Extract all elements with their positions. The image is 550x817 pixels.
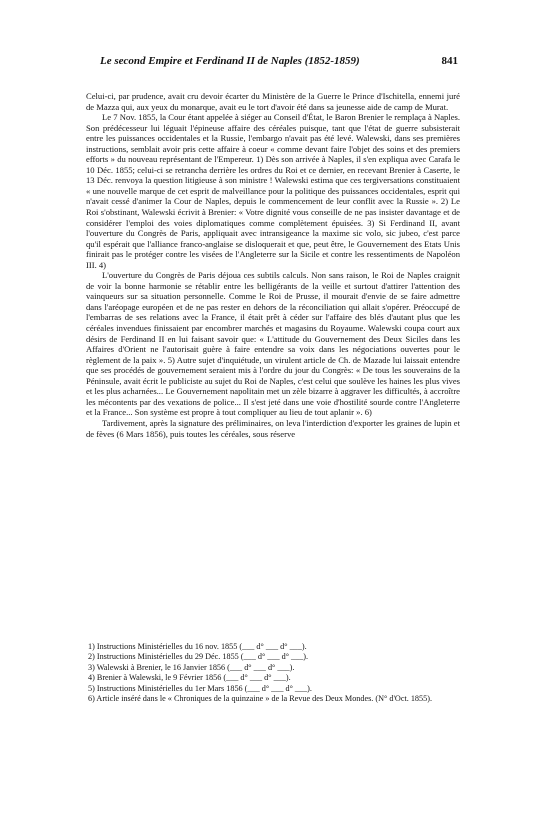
running-title: Le second Empire et Ferdinand II de Naples (1852-1859) (100, 55, 360, 67)
footnote: 3) Walewski à Brenier, le 16 Janvier 1856 (___ d° ___ d° ___). (88, 662, 295, 672)
paragraph: L'ouverture du Congrès de Paris déjoua ces subtils calculs. Non sans raison, le Roi de Naples craignit de voir la bonne harmonie se rétablir entre les belligérants de la veille et surtout d'attirer l'attention des vainqueurs sur sa situation personnelle. Comme le Roi de Prusse, il mourait d'envie de se faire admettre dans l'aréopage européen et de ne pas rester en dehors de la réconciliation qui allait s'opérer. Préoccupé de l'embarras de ses relations avec la France, il était prêt à céder sur l'affaire des blés d'autant plus que les céréales invendues finissaient par encombrer marchés et magasins du Royaume. Walewski coupa court aux désirs de Ferdinand II en lui faisant savoir que: « L'attitude du Gouvernement des Deux Siciles dans les Affaires d'Orient ne l'autorisait guère à faire entendre sa voix dans les négociations ouvertes pour le règlement de la paix ». 5) Autre sujet d'inquiétude, un virulent article de Ch. de Mazade lui laissait entendre que ses procédés de gouvernement seraient mis à l'ordre du jour du Congrès: « De tous les souverains de la Péninsule, avait écrit le publiciste au sujet du Roi de Naples, c'est celui que soulève les haines les plus vives et les plus acharnées... Le Gouvernement napolitain met un zèle bizarre à aggraver les difficultés, à accroître les mécontents par des vexations de police... Il s'est jeté dans une voie d'hostilité sourde contre l'Angleterre et la France... Son système est propre à tout compliquer au lieu de tout aplanir ». 6) (86, 270, 460, 418)
footnote: 6) Article inséré dans le « Chroniques de la quinzaine » de la Revue des Deux Mondes. (N° d'Oct. 1855). (88, 694, 432, 704)
footnotes (86, 642, 460, 704)
footnote: 1) Instructions Ministérielles du 16 nov. 1855 (___ d° ___ d° ___). (88, 642, 307, 651)
footnote: 4) Brenier à Walewski, le 9 Février 1856 (___ d° ___ d° ___). (88, 673, 291, 683)
paragraph: Celui-ci, par prudence, avait cru devoir écarter du Ministère de la Guerre le Prince d'Ischitella, ennemi juré de Mazza qui, aux yeux du monarque, avait eu le tort d'avoir été dans sa jeunesse aide de camp de Murat. (86, 91, 460, 112)
paragraph: Tardivement, après la signature des préliminaires, on leva l'interdiction d'exporter les graines de lupin et de fèves (6 Mars 1856), puis toutes les céréales, sous réserve (86, 417, 460, 439)
page-number: 841 (441, 55, 458, 67)
body-text (86, 91, 460, 439)
footnote: 5) Instructions Ministérielles du 1er Mars 1856 (___ d° ___ d° ___). (88, 683, 312, 693)
paragraph: Le 7 Nov. 1855, la Cour étant appelée à siéger au Conseil d'État, le Baron Brenier le remplaça à Naples. Son prédécesseur lui léguait l'épineuse affaire des céréales puisque, tant que l'état de guerre subsisterait entre les puissances occidentales et la Russie, l'embargo n'avait pas été levé. Walewski, dans ses premières instructions, semblait avoir pris cette affaire à coeur « comme devant faire l'objet des soins et des premiers efforts » du nouveau représentant de l'Empereur. 1) Dès son arrivée à Naples, il s'en expliqua avec Carafa le 10 Déc. 1855; celui-ci se retrancha derrière les ordres du Roi et ce dernier, en recevant Brenier à Caserte, le 13 Déc. renvoya la question litigieuse à son ministre ! Walewski estima que ces tergiversations constituaient « une nouvelle marque de cet esprit de malveillance pour la politique des puissances occidentales, esprit qui n'avait cessé d'animer la Cour de Naples, depuis le commencement de leur conflit avec la Russie ». 2) Le Roi s'obstinant, Walewski écrivit à Brenier: « Votre dignité vous conseille de ne pas insister davantage et de considérer l'emploi des voies diplomatiques comme complètement épuisées. 3) Si Ferdinand II, avant l'ouverture du Congrès de Paris, appliquait avec intransigeance la maxime sic volo, sic jubeo, c'est parce qu'il espérait que l'alliance franco-anglaise se disloquerait et que, peut être, le Gouvernement des Etats Unis finirait pas le protéger contre les visées de l'Angleterre sur la Sicile et contre les ressentiments de Napoléon III. 4) (86, 112, 460, 270)
footnote: 2) Instructions Ministérielles du 29 Déc. 1855 (___ d° ___ d° ___). (88, 652, 309, 662)
